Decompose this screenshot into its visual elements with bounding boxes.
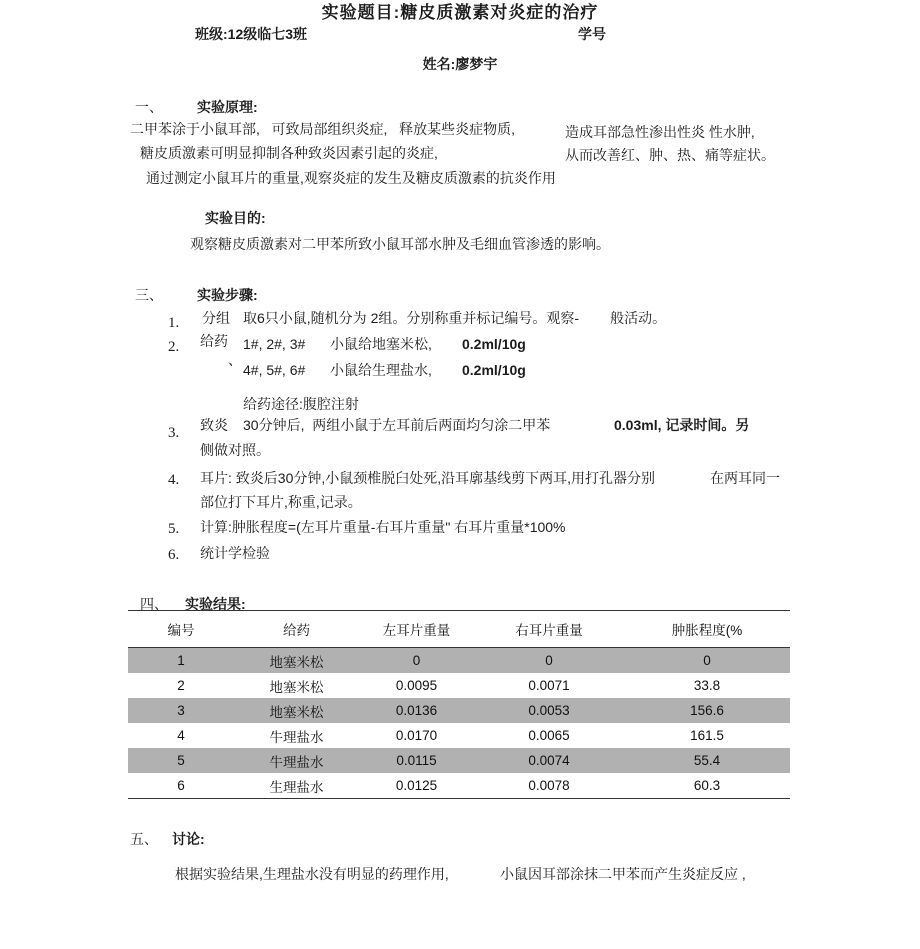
step1-text: 取6只小鼠,随机分为 2组。分别称重并标记编号。观察- 般活动。 (243, 310, 667, 326)
step6-text: 统计学检验 (200, 545, 270, 561)
table-cell: 0.0065 (528, 728, 570, 743)
table-cell: 0 (474, 648, 624, 674)
table-cell: 0 (624, 648, 790, 674)
step3-number: 3. (168, 425, 180, 441)
discussion-section-number: 五、 (130, 831, 158, 847)
steps-heading: 实验步骤: (197, 287, 258, 303)
results-table (128, 610, 790, 799)
principle-line-left-3: 通过测定小鼠耳片的重量,观察炎症的发生及糖皮质激素的抗炎作用 (146, 170, 556, 186)
table-cell: 地塞米松 (269, 679, 324, 695)
step2-label: 给药 (200, 333, 228, 349)
purpose-text: 观察糖皮质激素对二甲苯所致小鼠耳部水肿及毛细血管渗透的影响。 (190, 236, 610, 252)
step4-text-3: 部位打下耳片,称重,记录。 (200, 494, 362, 510)
discussion-text-2: 小鼠因耳部涂抹二甲苯而产生炎症反应 , (500, 866, 746, 882)
table-cell: 55.4 (624, 748, 790, 773)
table-cell: 地塞米松 (234, 698, 359, 723)
results-section-number: 四、 (140, 596, 168, 612)
discussion-text-1: 根据实验结果,生理盐水没有明显的药理作用, (175, 866, 449, 882)
step2-number: 2. (168, 339, 180, 355)
discussion-heading: 讨论: (172, 831, 205, 847)
step3-text-1: 30分钟后, 两组小鼠于左耳前后两面均匀涂二甲苯 (243, 417, 551, 433)
step3-label: 致炎 (200, 417, 228, 433)
step2-line2-drug: 小鼠给生理盐水, (330, 362, 432, 378)
step6-number: 6. (168, 547, 180, 563)
step2-line1-dose: 0.2ml/10g (462, 336, 526, 352)
step2-line1-groups: 1#, 2#, 3# (243, 336, 306, 352)
table-row (128, 748, 790, 773)
table-cell: 5 (128, 748, 234, 773)
table-cell: 生理盐水 (269, 779, 324, 795)
step2-line1-drug: 小鼠给地塞米松, (330, 336, 432, 352)
table-cell: 6 (177, 778, 185, 793)
table-row (128, 698, 790, 723)
principle-line-left-1: 二甲苯涂于小鼠耳部, 可致局部组织炎症, 释放某些炎症物质, (130, 121, 516, 137)
purpose-heading: 实验目的: (205, 210, 266, 226)
step2-line2-groups: 4#, 5#, 6# (243, 362, 306, 378)
table-cell: 33.8 (693, 678, 721, 693)
step1-label: 分组 (202, 310, 230, 326)
steps-section-number: 三、 (135, 287, 163, 303)
step3-text-3: 侧做对照。 (200, 442, 270, 458)
table-cell: 0.0136 (359, 698, 474, 723)
principle-heading: 实验原理: (197, 99, 258, 115)
step2-line2-dose: 0.2ml/10g (462, 362, 526, 378)
step1-number: 1. (168, 315, 180, 331)
table-row (128, 648, 790, 674)
principle-line-right-2: 从而改善红、肿、热、痛等症状。 (565, 147, 775, 163)
table-cell: 0.0125 (395, 778, 438, 793)
step5-text: 计算:肿胀程度=(左耳片重量-右耳片重量" 右耳片重量*100% (200, 519, 566, 535)
table-header-cell: 右耳片重量 (474, 611, 624, 648)
table-cell: 0.0115 (359, 748, 474, 773)
name-label: 姓名:廖梦宇 (422, 56, 498, 72)
table-cell: 0.0071 (528, 678, 570, 693)
table-cell: 1 (128, 648, 234, 674)
step5-number: 5. (168, 521, 180, 537)
table-header-cell: 给药 (234, 611, 359, 648)
table-cell: 0.0078 (528, 778, 570, 793)
step4-text-1: 耳片: 致炎后30分钟,小鼠颈椎脱臼处死,沿耳廓基线剪下两耳,用打孔器分别 (200, 470, 656, 486)
table-cell: 3 (128, 698, 234, 723)
table-cell: 0.0170 (395, 728, 438, 743)
step4-text-2: 在两耳同一 (710, 470, 780, 486)
student-id-label: 学号 (578, 26, 606, 42)
table-cell: 0.0053 (474, 698, 624, 723)
table-header-cell: 编号 (128, 611, 234, 648)
principle-line-left-2: 糖皮质激素可明显抑制各种致炎因素引起的炎症, (140, 145, 438, 161)
table-cell: 牛理盐水 (269, 729, 324, 745)
table-header-cell: 肿胀程度(% (624, 611, 790, 648)
table-row (128, 773, 790, 799)
step4-number: 4. (168, 472, 180, 488)
table-cell: 0.0074 (474, 748, 624, 773)
table-cell: 156.6 (624, 698, 790, 723)
results-heading: 实验结果: (185, 596, 246, 612)
class-label: 班级:12级临七3班 (195, 26, 308, 42)
table-row (128, 723, 790, 748)
table-cell: 2 (177, 678, 185, 693)
table-cell: 地塞米松 (234, 648, 359, 674)
principle-line-right-1: 造成耳部急性渗出性炎 性水肿, (565, 124, 755, 140)
table-cell: 0 (359, 648, 474, 674)
table-cell: 60.3 (693, 778, 721, 793)
table-row (128, 673, 790, 698)
table-header-row (128, 611, 790, 648)
doc-title: 实验题目:糖皮质激素对炎症的治疗 (321, 3, 599, 22)
step3-text-2: 0.03ml, 记录时间。另 (614, 417, 750, 433)
table-cell: 4 (177, 728, 185, 743)
table-cell: 161.5 (690, 728, 724, 743)
principle-section-number: 一、 (135, 99, 163, 115)
step2-route: 给药途径:腹腔注射 (243, 396, 359, 412)
table-header-cell: 左耳片重量 (359, 611, 474, 648)
table-cell: 0.0095 (395, 678, 438, 693)
table-cell: 牛理盐水 (234, 748, 359, 773)
step2-label-mark: 、 (228, 352, 242, 368)
